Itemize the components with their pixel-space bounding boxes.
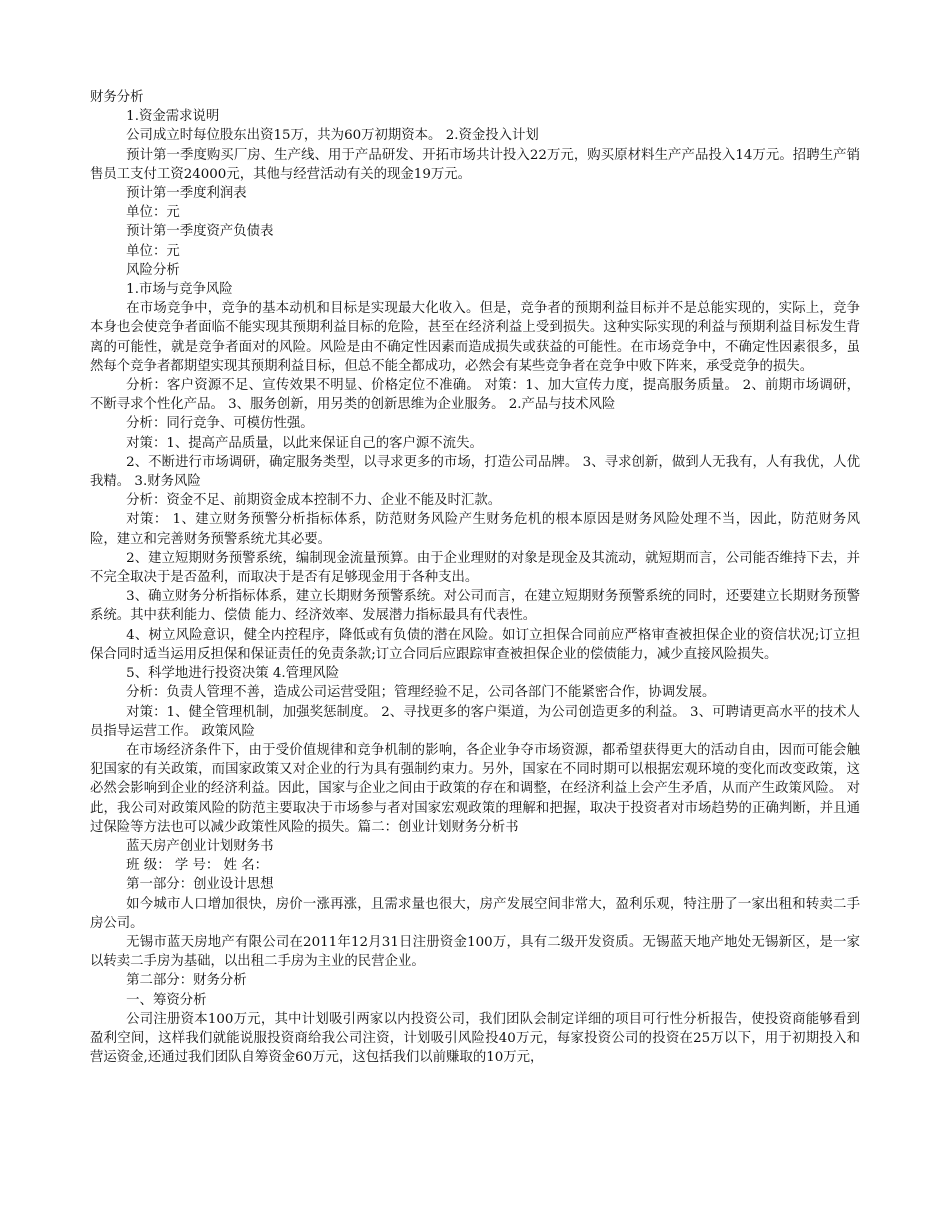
paragraph: 公司成立时每位股东出资15万，共为60万初期资本。 2.资金投入计划 xyxy=(126,128,539,144)
paragraph: 预计第一季度资产负债表 xyxy=(126,224,274,240)
paragraph: 分析：资金不足、前期资金成本控制不力、企业不能及时汇款。 xyxy=(126,493,502,509)
paragraph: 公司注册资本100万元，其中计划吸引两家以内投资公司，我们团队会制定详细的项目可行性分析报告，使投资商能够看到盈利空间，这样我们就能说服投资商给我公司注资，计划吸引风险投40万元，每家投资公司的投资在25万以下，用于初期投入和营运资金,还通过我们团队自筹资金60万元，这包括我们以前赚取的10万元， xyxy=(90,1011,860,1066)
paragraph: 预计第一季度利润表 xyxy=(126,186,247,202)
paragraph: 预计第一季度购买厂房、生产线、用于产品研发、开拓市场共计投入22万元，购买原材料生产产品投入14万元。招聘生产销售员工支付工资24000元，其他与经营活动有关的现金19万元。 xyxy=(90,147,860,182)
paragraph: 第一部分：创业设计思想 xyxy=(126,877,274,893)
paragraph: 无锡市蓝天房地产有限公司在2011年12月31日注册资金100万，具有二级开发资质。无锡蓝天地产地处无锡新区，是一家以转卖二手房为基础，以出租二手房为主业的民营企业。 xyxy=(90,934,860,970)
paragraph: 分析：同行竞争、可模仿性强。 xyxy=(126,416,314,432)
paragraph: 单位：元 xyxy=(126,205,180,221)
paragraph: 蓝天房产创业计划财务书 xyxy=(126,838,274,854)
document-body xyxy=(90,88,860,1067)
paragraph: 4、树立风险意识，健全内控程序，降低或有负债的潜在风险。如订立担保合同前应严格审查被担保企业的资信状况;订立担保合同时适当运用反担保和保证责任的免责条款;订立合同后应跟踪审查被担保企业的偿债能力，减少直接风险损失。 xyxy=(90,627,860,662)
paragraph: 对策： 1、建立财务预警分析指标体系，防范财务风险产生财务危机的根本原因是财务风险处理不当，因此，防范财务风险，建立和完善财务预警系统尤其必要。 xyxy=(90,512,860,547)
paragraph: 2、不断进行市场调研，确定服务类型，以寻求更多的市场，打造公司品牌。 3、寻求创新，做到人无我有，人有我优，人优我精。 3.财务风险 xyxy=(90,454,860,490)
paragraph: 5、科学地进行投资决策 4.管理风险 xyxy=(126,666,340,682)
paragraph: 单位：元 xyxy=(126,243,180,259)
paragraph: 分析：负责人管理不善，造成公司运营受阻；管理经验不足，公司各部门不能紧密合作，协调发展。 xyxy=(126,685,716,701)
paragraph: 一、筹资分析 xyxy=(126,992,207,1008)
document-heading: 财务分析 xyxy=(90,90,144,105)
paragraph: 对策：1、健全管理机制，加强奖惩制度。 2、寻找更多的客户渠道，为公司创造更多的利益。 3、可聘请更高水平的技术人员指导运营工作。 政策风险 xyxy=(90,704,860,739)
paragraph: 1.市场与竞争风险 xyxy=(126,282,233,298)
paragraph: 2、建立短期财务预警系统，编制现金流量预算。由于企业理财的对象是现金及其流动，就短期而言，公司能否维持下去，并不完全取决于是否盈利，而取决于是否有足够现金用于各种支出。 xyxy=(90,550,860,586)
paragraph: 分析：客户资源不足、宣传效果不明显、价格定位不准确。 对策：1、加大宣传力度，提高服务质量。 2、前期市场调研，不断寻求个性化产品。 3、服务创新，用另类的创新思维为企业服务。 2.产品与技术风险 xyxy=(90,378,860,413)
paragraph: 班 级： 学 号： 姓 名： xyxy=(126,858,268,874)
paragraph: 1.资金需求说明 xyxy=(126,109,220,125)
paragraph: 如今城市人口增加很快，房价一涨再涨，且需求量也很大，房产发展空间非常大，盈利乐观，特注册了一家出租和转卖二手房公司。 xyxy=(90,896,860,931)
paragraph: 对策：1、提高产品质量，以此来保证自己的客户源不流失。 xyxy=(126,435,483,451)
paragraph: 第二部分：财务分析 xyxy=(126,973,247,989)
paragraph: 在市场经济条件下，由于受价值规律和竞争机制的影响，各企业争夺市场资源，都希望获得更大的活动自由，因而可能会触犯国家的有关政策，而国家政策又对企业的行为具有强制约束力。另外，国家在不同时期可以根据宏观环境的变化而改变政策，这必然会影响到企业的经济利益。因此，国家与企业之间由于政策的存在和调整，在经济利益上会产生矛盾，从而产生政策风险。 对此，我公司对政策风险的防范主要取决于市场参与者对国家宏观政策的理解和把握，取决于投资者对市场趋势的正确判断，并且通过保险等方法也可以减少政策性风险的损失。篇二：创业计划财务分析书 xyxy=(90,742,860,835)
paragraph: 风险分析 xyxy=(126,262,180,278)
paragraph: 在市场竞争中，竞争的基本动机和目标是实现最大化收入。但是，竞争者的预期利益目标并不是总能实现的，实际上，竞争本身也会使竞争者面临不能实现其预期利益目标的危险，甚至在经济利益上受到损失。这种实际实现的利益与预期利益目标发生背离的可能性，就是竞争者面对的风险。风险是由不确定性因素而造成损失或获益的可能性。在市场竞争中，不确定性因素很多，虽然每个竞争者都期望实现其预期利益目标，但总不能全都成功，必然会有某些竞争者在竞争中败下阵来，承受竞争的损失。 xyxy=(90,301,860,374)
paragraph: 3、确立财务分析指标体系，建立长期财务预警系统。对公司而言，在建立短期财务预警系统的同时，还要建立长期财务预警系统。其中获利能力、偿债 能力、经济效率、发展潜力指标最具有代表性。 xyxy=(90,589,860,624)
